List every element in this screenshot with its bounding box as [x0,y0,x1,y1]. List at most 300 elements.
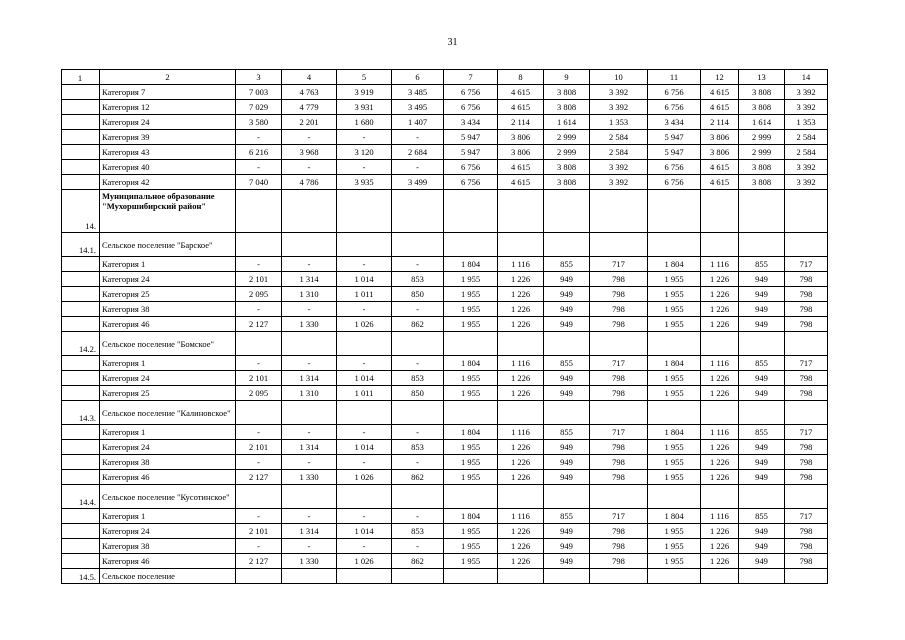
value-cell: 3 931 [337,100,392,115]
value-cell: 949 [544,317,590,332]
header-cell: 1 [62,70,100,85]
value-cell: 1 955 [444,554,498,569]
value-cell: - [392,257,444,272]
table-row [62,485,828,509]
value-cell [739,332,785,356]
value-cell [739,233,785,257]
value-cell: 6 756 [444,160,498,175]
header-cell: 5 [337,70,392,85]
value-cell: - [337,257,392,272]
table-row [62,455,828,470]
row-name: Категория 40 [100,160,236,175]
value-cell: 1 804 [648,257,701,272]
value-cell: 1 330 [282,470,337,485]
value-cell: 1 330 [282,317,337,332]
value-cell [544,569,590,584]
value-cell: 717 [590,356,648,371]
value-cell: 1 955 [444,386,498,401]
value-cell: 1 330 [282,554,337,569]
value-cell: 3 808 [544,160,590,175]
value-cell: 3 499 [392,175,444,190]
value-cell: 949 [544,440,590,455]
value-cell: 949 [544,524,590,539]
value-cell: 2 999 [544,145,590,160]
value-cell: 1 614 [739,115,785,130]
row-name: Сельское поселение "Кусотинское" [100,485,236,509]
table-row [62,233,828,257]
row-name: Сельское поселение "Бомское" [100,332,236,356]
table-row [62,287,828,302]
value-cell: 1 226 [701,524,739,539]
value-cell: 1 011 [337,386,392,401]
table-row [62,569,828,584]
value-cell [444,569,498,584]
value-cell: - [236,539,282,554]
value-cell: 2 127 [236,554,282,569]
value-cell: 3 808 [739,175,785,190]
row-number [62,302,100,317]
value-cell [701,332,739,356]
value-cell: 3 434 [648,115,701,130]
value-cell: - [236,302,282,317]
value-cell: 717 [785,356,828,371]
value-cell: 850 [392,386,444,401]
row-number: 14. [62,190,100,233]
row-number [62,175,100,190]
value-cell: - [282,160,337,175]
value-cell: - [337,302,392,317]
value-cell: 855 [544,356,590,371]
value-cell [590,401,648,425]
table-row [62,145,828,160]
value-cell [392,401,444,425]
value-cell: 949 [739,317,785,332]
value-cell: 855 [739,356,785,371]
value-cell: 853 [392,524,444,539]
value-cell: 949 [739,554,785,569]
value-cell [498,233,544,257]
value-cell [590,569,648,584]
value-cell: - [282,257,337,272]
table-row [62,356,828,371]
value-cell [701,401,739,425]
value-cell: 798 [785,386,828,401]
header-cell: 14 [785,70,828,85]
value-cell [392,569,444,584]
value-cell: - [282,425,337,440]
value-cell: 3 434 [444,115,498,130]
row-name: Категория 39 [100,130,236,145]
value-cell: 1 116 [701,257,739,272]
header-cell: 12 [701,70,739,85]
value-cell: 3 495 [392,100,444,115]
value-cell [785,233,828,257]
value-cell: 798 [785,317,828,332]
value-cell: 949 [544,371,590,386]
value-cell: 949 [739,440,785,455]
value-cell: 1 014 [337,272,392,287]
row-number [62,524,100,539]
row-name: Категория 24 [100,115,236,130]
value-cell: 798 [785,272,828,287]
value-cell: 1 955 [648,371,701,386]
value-cell: 4 615 [701,100,739,115]
value-cell: 3 392 [590,100,648,115]
value-cell: 2 127 [236,317,282,332]
row-number [62,257,100,272]
value-cell: 2 584 [785,145,828,160]
value-cell: 1 226 [701,539,739,554]
value-cell: 1 314 [282,440,337,455]
value-cell [337,332,392,356]
value-cell: 853 [392,440,444,455]
value-cell: 4 615 [701,175,739,190]
value-cell: 1 955 [444,539,498,554]
value-cell: - [392,425,444,440]
value-cell [337,233,392,257]
value-cell: 3 392 [785,85,828,100]
value-cell: 1 116 [498,509,544,524]
value-cell: 949 [544,287,590,302]
value-cell [337,569,392,584]
value-cell [282,233,337,257]
value-cell: - [392,130,444,145]
value-cell: 1 804 [444,425,498,440]
value-cell: - [236,455,282,470]
value-cell: 855 [544,509,590,524]
row-number [62,470,100,485]
value-cell [282,569,337,584]
header-cell: 3 [236,70,282,85]
value-cell: 1 314 [282,272,337,287]
value-cell: 949 [544,272,590,287]
row-name: Категория 1 [100,509,236,524]
value-cell: 855 [739,509,785,524]
value-cell [648,569,701,584]
value-cell: 1 407 [392,115,444,130]
row-name: Категория 12 [100,100,236,115]
value-cell: 798 [590,287,648,302]
value-cell: 1 955 [444,455,498,470]
value-cell: - [392,539,444,554]
value-cell: 1 226 [498,455,544,470]
value-cell: 717 [590,425,648,440]
value-cell: 949 [739,539,785,554]
value-cell: 798 [590,272,648,287]
value-cell: 1 955 [648,539,701,554]
value-cell: 717 [785,425,828,440]
header-cell: 11 [648,70,701,85]
value-cell [498,569,544,584]
value-cell [648,233,701,257]
value-cell [739,569,785,584]
row-number [62,356,100,371]
value-cell: 1 226 [701,317,739,332]
value-cell [785,332,828,356]
row-number [62,455,100,470]
value-cell [236,485,282,509]
value-cell: 3 935 [337,175,392,190]
value-cell: - [337,455,392,470]
value-cell: 717 [785,257,828,272]
value-cell: 1 226 [498,470,544,485]
value-cell [236,569,282,584]
value-cell: 1 226 [498,539,544,554]
value-cell: - [282,455,337,470]
value-cell: 1 614 [544,115,590,130]
value-cell: 1 226 [701,272,739,287]
value-cell [236,190,282,233]
table-row [62,317,828,332]
value-cell: 1 955 [444,302,498,317]
value-cell: 6 756 [648,85,701,100]
value-cell: 6 756 [648,100,701,115]
row-name: Категория 1 [100,425,236,440]
value-cell: 798 [785,470,828,485]
row-name: Сельское поселение [100,569,236,584]
value-cell: 798 [785,554,828,569]
table-row [62,386,828,401]
row-name: Категория 7 [100,85,236,100]
value-cell [444,401,498,425]
value-cell: 6 756 [648,175,701,190]
value-cell: 1 955 [444,317,498,332]
value-cell: 3 392 [590,85,648,100]
value-cell: - [337,425,392,440]
table-row [62,100,828,115]
value-cell: 1 014 [337,440,392,455]
table-row [62,130,828,145]
value-cell: 7 029 [236,100,282,115]
value-cell: 798 [785,302,828,317]
value-cell: 949 [544,386,590,401]
value-cell: 3 120 [337,145,392,160]
value-cell: 6 756 [444,85,498,100]
row-number [62,509,100,524]
value-cell: 798 [785,455,828,470]
row-number [62,100,100,115]
value-cell: 3 808 [544,85,590,100]
table-row [62,470,828,485]
value-cell: 7 003 [236,85,282,100]
value-cell: - [236,509,282,524]
value-cell: 1 804 [648,356,701,371]
value-cell [236,233,282,257]
value-cell: 2 101 [236,440,282,455]
value-cell: 2 101 [236,524,282,539]
value-cell: 850 [392,287,444,302]
value-cell [739,401,785,425]
value-cell: 798 [785,371,828,386]
value-cell: 949 [544,470,590,485]
value-cell: 1 226 [498,371,544,386]
value-cell [590,233,648,257]
header-cell: 4 [282,70,337,85]
value-cell: 6 756 [444,100,498,115]
value-cell [282,190,337,233]
value-cell: 949 [544,554,590,569]
value-cell: 1 226 [498,386,544,401]
table-row [62,440,828,455]
header-cell: 9 [544,70,590,85]
value-cell: - [392,509,444,524]
value-cell: 4 615 [701,85,739,100]
value-cell: 1 955 [648,470,701,485]
header-cell: 7 [444,70,498,85]
value-cell: 6 756 [444,175,498,190]
value-cell: 1 955 [648,317,701,332]
header-cell: 6 [392,70,444,85]
page-number: 31 [447,37,458,48]
row-number [62,130,100,145]
value-cell [648,190,701,233]
row-name: Сельское поселение "Калиновское" [100,401,236,425]
table-row [62,332,828,356]
value-cell: 1 804 [444,509,498,524]
value-cell: - [337,509,392,524]
value-cell: - [282,130,337,145]
value-cell: 1 314 [282,524,337,539]
value-cell: 7 040 [236,175,282,190]
value-cell: 1 955 [444,371,498,386]
header-row [62,70,828,85]
value-cell: 949 [544,302,590,317]
value-cell: 1 226 [701,371,739,386]
value-cell: 2 101 [236,371,282,386]
value-cell: 798 [785,539,828,554]
value-cell: 1 804 [444,356,498,371]
value-cell: 5 947 [648,145,701,160]
row-number: 14.5. [62,569,100,584]
table-row [62,85,828,100]
value-cell: 5 947 [648,130,701,145]
table-row [62,190,828,233]
row-name: Категория 1 [100,356,236,371]
value-cell: - [392,302,444,317]
value-cell: 4 615 [498,85,544,100]
value-cell [544,401,590,425]
value-cell: 1 116 [701,425,739,440]
value-cell: 1 226 [701,287,739,302]
value-cell: 1 955 [648,554,701,569]
value-cell: 798 [590,386,648,401]
row-number [62,115,100,130]
row-name: Категория 24 [100,272,236,287]
value-cell: - [337,356,392,371]
value-cell: 1 226 [701,470,739,485]
table-row [62,272,828,287]
value-cell: 3 392 [785,175,828,190]
row-name: Муниципальное образование "Мухоршибирский район" [100,190,236,233]
value-cell: 4 615 [498,175,544,190]
value-cell: - [337,160,392,175]
value-cell: 1 026 [337,554,392,569]
value-cell: 949 [739,455,785,470]
value-cell: 1 310 [282,287,337,302]
value-cell: 1 314 [282,371,337,386]
value-cell [236,401,282,425]
row-name: Категория 1 [100,257,236,272]
value-cell: 798 [785,440,828,455]
row-number [62,287,100,302]
value-cell: 1 353 [785,115,828,130]
value-cell: 798 [590,455,648,470]
row-number: 14.4. [62,485,100,509]
value-cell: 3 485 [392,85,444,100]
value-cell: 717 [590,509,648,524]
value-cell: 3 392 [590,175,648,190]
value-cell: 798 [590,317,648,332]
value-cell [648,401,701,425]
value-cell: 1 226 [701,554,739,569]
value-cell: - [337,130,392,145]
table-row [62,554,828,569]
value-cell: - [282,356,337,371]
value-cell: 855 [544,425,590,440]
value-cell [337,485,392,509]
value-cell: 5 947 [444,130,498,145]
row-name: Категория 38 [100,455,236,470]
value-cell: 3 806 [701,145,739,160]
value-cell [785,485,828,509]
value-cell [544,485,590,509]
value-cell: 3 392 [785,160,828,175]
value-cell: 1 116 [701,509,739,524]
value-cell: 1 804 [444,257,498,272]
value-cell [444,332,498,356]
value-cell: 1 226 [498,272,544,287]
value-cell: 5 947 [444,145,498,160]
value-cell: - [392,356,444,371]
row-number [62,85,100,100]
value-cell: 855 [544,257,590,272]
value-cell: 2 095 [236,287,282,302]
value-cell: - [236,130,282,145]
value-cell: 4 615 [701,160,739,175]
value-cell: 1 226 [498,440,544,455]
value-cell: 3 392 [590,160,648,175]
value-cell [785,401,828,425]
value-cell: 2 584 [590,130,648,145]
value-cell: 853 [392,272,444,287]
value-cell: 717 [785,509,828,524]
row-name: Категория 46 [100,554,236,569]
value-cell: 2 114 [498,115,544,130]
value-cell [236,332,282,356]
value-cell: 2 584 [590,145,648,160]
value-cell: 4 615 [498,160,544,175]
value-cell [544,190,590,233]
value-cell: 2 999 [739,145,785,160]
table-row [62,509,828,524]
table-row [62,175,828,190]
value-cell: 949 [739,272,785,287]
value-cell [739,485,785,509]
row-number [62,440,100,455]
value-cell: 1 804 [648,509,701,524]
value-cell: 1 680 [337,115,392,130]
value-cell [785,569,828,584]
value-cell: 949 [544,455,590,470]
value-cell: 1 955 [648,302,701,317]
value-cell: - [392,160,444,175]
row-number: 14.2. [62,332,100,356]
value-cell: 1 226 [498,524,544,539]
value-cell: 1 955 [648,524,701,539]
value-cell [498,401,544,425]
value-cell: 1 955 [444,272,498,287]
value-cell: 3 806 [498,130,544,145]
